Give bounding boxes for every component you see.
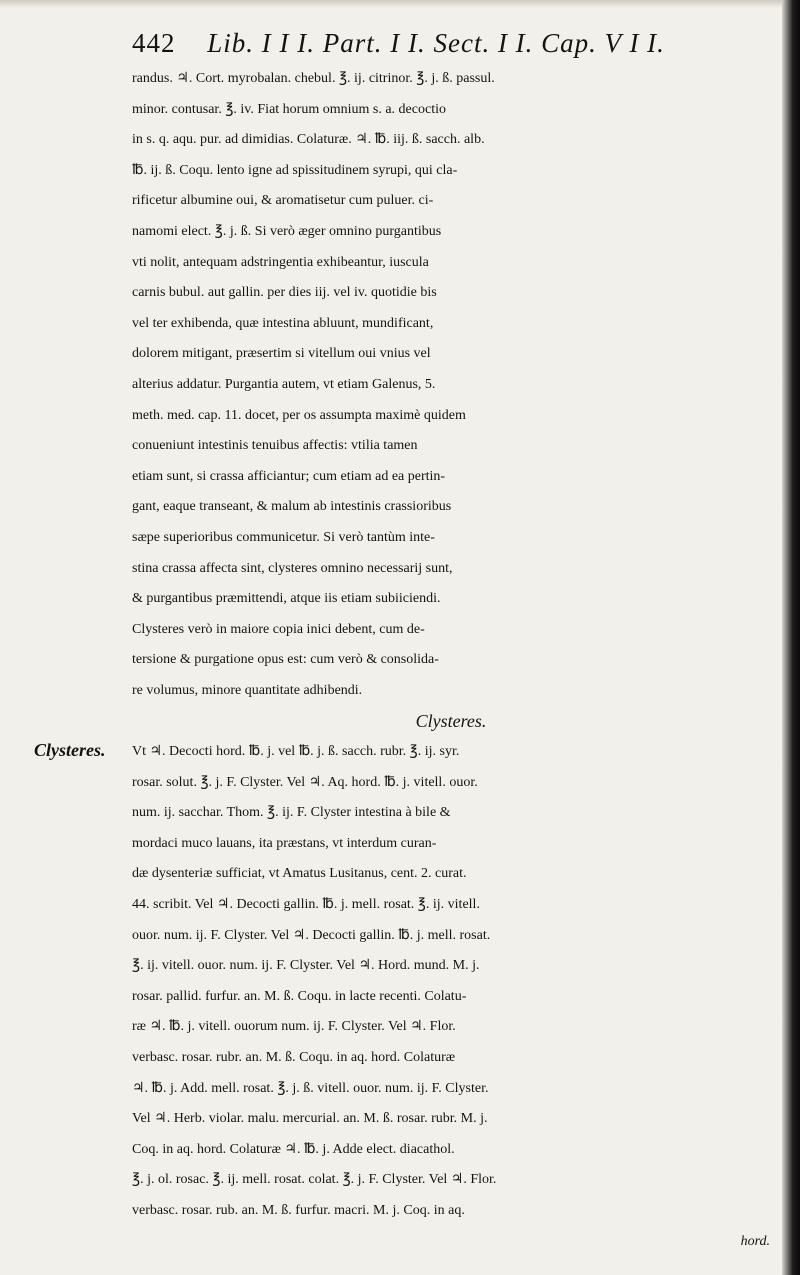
text-line: tersione & purgatione opus est: cum verò & consolida- xyxy=(132,652,439,668)
text-line: verbasc. rosar. rubr. an. M. ß. Coqu. in aq. hord. Colaturæ xyxy=(132,1050,456,1065)
text-line: minor. contusar. ℥. iv. Fiat horum omnium s. a. decoctio xyxy=(132,101,446,117)
text-line: carnis bubul. aut gallin. per dies iij. vel iv. quotidie bis xyxy=(132,285,437,301)
text-line: sæpe superioribus communicetur. Si verò tantùm inte- xyxy=(132,529,435,545)
running-title: Lib. I I I. Part. I I. Sect. I I. Cap. V I I. xyxy=(207,28,665,58)
text-line: Clysteres verò in maiore copia inici debent, cum de- xyxy=(132,621,425,637)
text-line: Coq. in aq. hord. Colaturæ ♃. ℔. j. Adde elect. diacathol. xyxy=(132,1141,455,1157)
text-line: rosar. pallid. furfur. an. M. ß. Coqu. in lacte recenti. Colatu- xyxy=(132,988,467,1004)
text-line: etiam sunt, si crassa afficiantur; cum etiam ad ea pertin- xyxy=(132,468,446,484)
body-text xyxy=(132,64,770,1257)
running-header xyxy=(132,28,752,68)
page-binding-edge xyxy=(782,0,800,1275)
text-line: 44. scribit. Vel ♃. Decocti gallin. ℔. j. mell. rosat. ℥. ij. vitell. xyxy=(132,897,480,913)
text-line: meth. med. cap. 11. docet, per os assumpta maximè quidem xyxy=(132,407,466,423)
text-line: rosar. solut. ℥. j. F. Clyster. Vel ♃. Aq. hord. ℔. j. vitell. ouor. xyxy=(132,774,478,790)
page-number: 442 xyxy=(132,28,176,58)
catchword: hord. xyxy=(740,1233,770,1249)
text-line: vti nolit, antequam adstringentia exhibeantur, iuscula xyxy=(132,254,429,270)
text-line: stina crassa affecta sint, clysteres omnino necessarij sunt, xyxy=(132,560,453,576)
section-heading: Clysteres. xyxy=(415,711,487,732)
text-block-top xyxy=(132,64,770,706)
text-line: dæ dysenteriæ sufficiat, vt Amatus Lusitanus, cent. 2. curat. xyxy=(132,866,467,882)
text-line: gant, eaque transeant, & malum ab intestinis crassioribus xyxy=(132,499,452,515)
text-line: & purgantibus præmittendi, atque iis etiam subiiciendi. xyxy=(132,591,441,607)
text-line: namomi elect. ℥. j. ß. Si verò æger omnino purgantibus xyxy=(132,223,442,239)
text-line: ℔. ij. ß. Coqu. lento igne ad spissitudinem syrupi, qui cla- xyxy=(132,162,458,178)
text-line: randus. ♃. Cort. myrobalan. chebul. ℥. ij. citrinor. ℥. j. ß. passul. xyxy=(132,71,495,86)
text-line: ouor. num. ij. F. Clyster. Vel ♃. Decocti gallin. ℔. j. mell. rosat. xyxy=(132,927,491,943)
text-line: Vt ♃. Decocti hord. ℔. j. vel ℔. j. ß. sacch. rubr. ℥. ij. syr. xyxy=(132,744,460,760)
text-line: ℥. j. ol. rosac. ℥. ij. mell. rosat. colat. ℥. j. F. Clyster. Vel ♃. Flor. xyxy=(132,1172,497,1188)
text-line: in s. q. aqu. pur. ad dimidias. Colaturæ. ♃. ℔. iij. ß. sacch. alb. xyxy=(132,132,485,148)
text-line: num. ij. sacchar. Thom. ℥. ij. F. Clyster intestina à bile & xyxy=(132,805,451,821)
text-line: alterius addatur. Purgantia autem, vt etiam Galenus, 5. xyxy=(132,376,436,392)
text-line: Vel ♃. Herb. violar. malu. mercurial. an. M. ß. rosar. rubr. M. j. xyxy=(132,1111,488,1127)
text-line: rificetur albumine oui, & aromatisetur cum puluer. ci- xyxy=(132,193,434,209)
page-top-edge xyxy=(0,0,800,8)
text-line: verbasc. rosar. rub. an. M. ß. furfur. macri. M. j. Coq. in aq. xyxy=(132,1202,465,1218)
text-line: re volumus, minore quantitate adhibendi. xyxy=(132,682,363,698)
text-line: ℥. ij. vitell. ouor. num. ij. F. Clyster. Vel ♃. Hord. mund. M. j. xyxy=(132,958,480,974)
text-line: conueniunt intestinis tenuibus affectis: vtilia tamen xyxy=(132,438,418,454)
text-line: ♃. ℔. j. Add. mell. rosat. ℥. j. ß. vitell. ouor. num. ij. F. Clyster. xyxy=(132,1080,489,1096)
text-line: ræ ♃. ℔. j. vitell. ouorum num. ij. F. Clyster. Vel ♃. Flor. xyxy=(132,1019,456,1035)
text-block-bottom xyxy=(132,737,770,1227)
text-line: vel ter exhibenda, quæ intestina abluunt, mundificant, xyxy=(132,315,434,331)
margin-note: Clysteres. xyxy=(34,740,106,760)
text-line: dolorem mitigant, præsertim si vitellum oui vnius vel xyxy=(132,346,431,362)
text-line: mordaci muco lauans, ita præstans, vt interdum curan- xyxy=(132,835,437,851)
